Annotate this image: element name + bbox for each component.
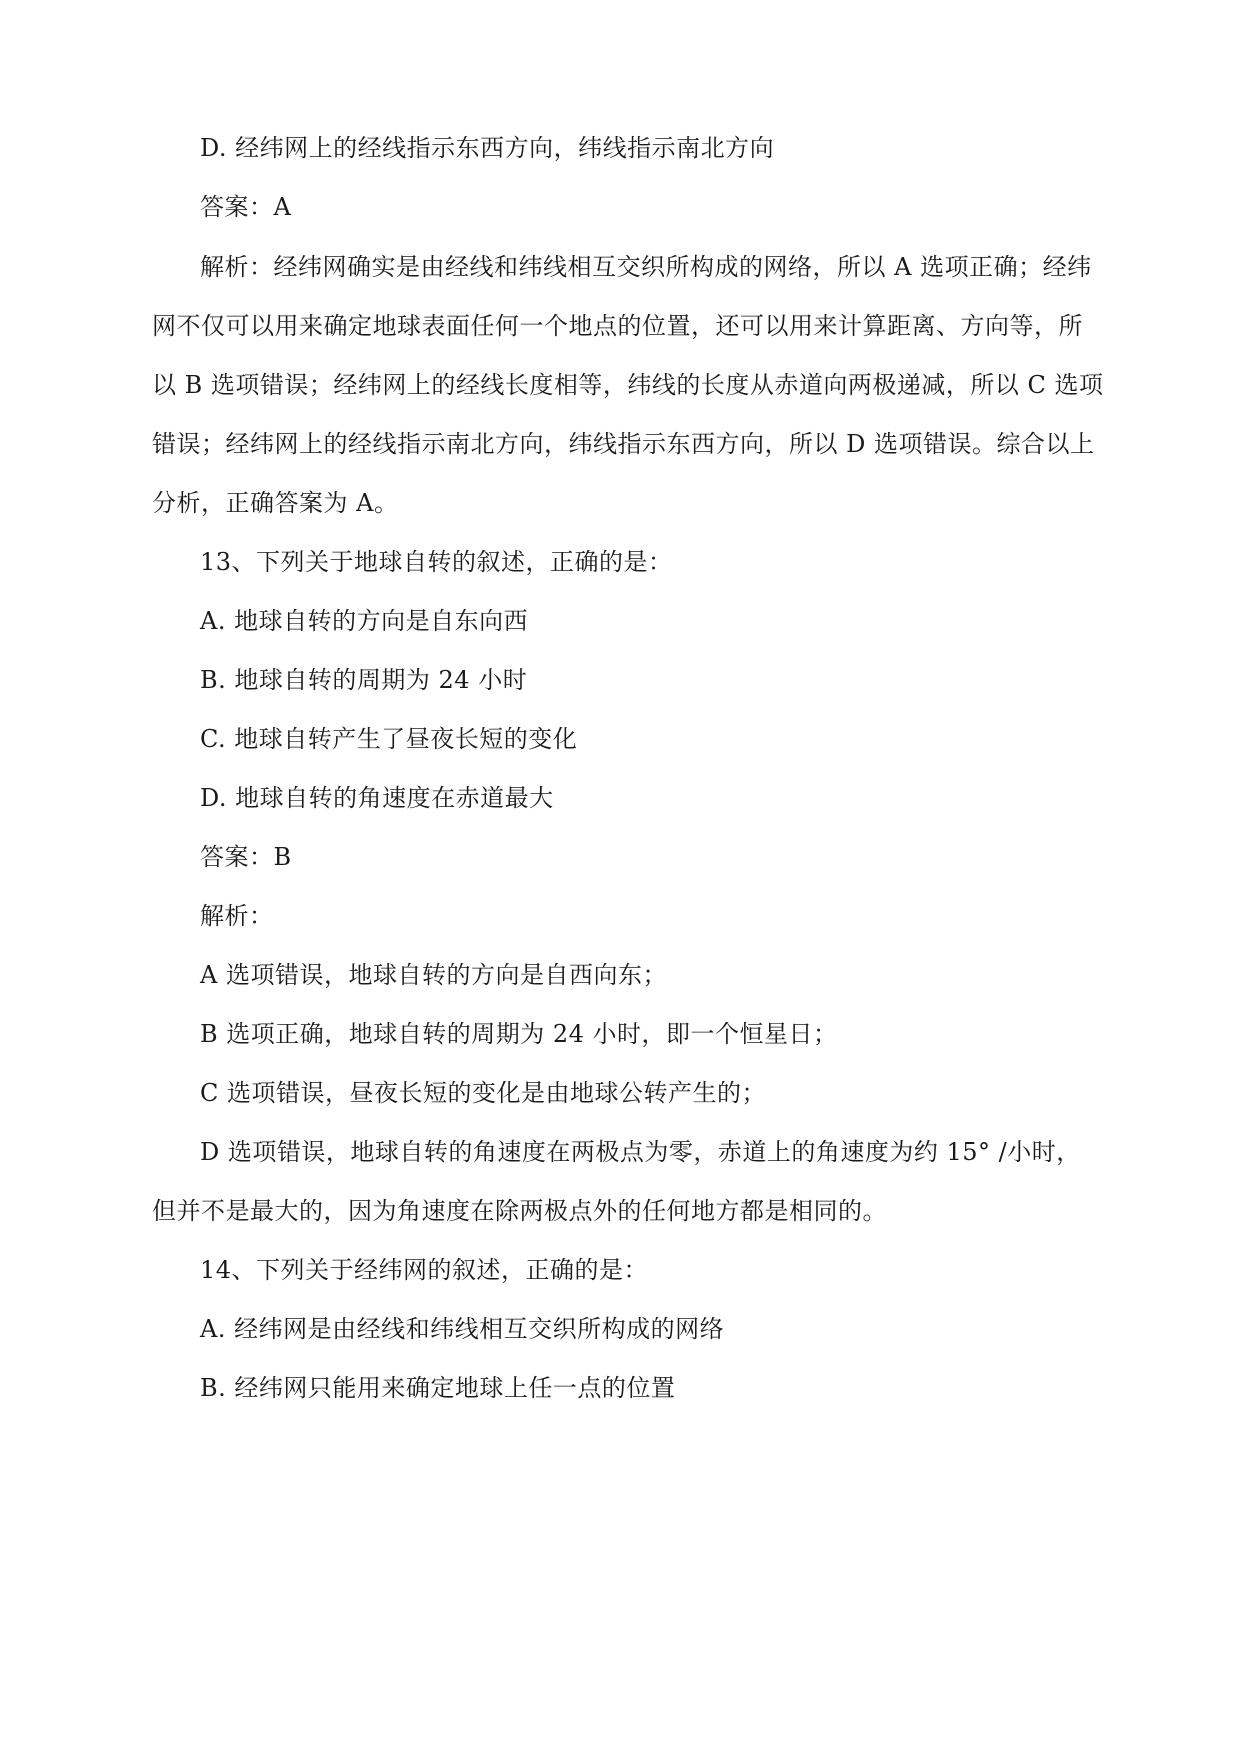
q13-analysis-item: D 选项错误，地球自转的角速度在两极点为零，赤道上的角速度为约 15° /小时， (200, 1138, 1081, 1166)
q12-option-d: D. 经纬网上的经线指示东西方向，纬线指示南北方向 (200, 134, 775, 162)
q13-option-d: D. 地球自转的角速度在赤道最大 (200, 784, 554, 812)
q13-analysis-continuation: 但并不是最大的，因为角速度在除两极点外的任何地方都是相同的。 (152, 1197, 887, 1225)
q13-option-a: A. 地球自转的方向是自东向西 (200, 607, 529, 635)
q13-analysis-label: 解析： (200, 902, 274, 930)
q14-option-a: A. 经纬网是由经线和纬线相互交织所构成的网络 (200, 1315, 725, 1343)
q13-answer: 答案：B (200, 843, 292, 871)
q13-analysis-item: A 选项错误，地球自转的方向是自西向东； (200, 961, 667, 989)
q12-analysis-line: 以 B 选项错误；经纬网上的经线长度相等，纬线的长度从赤道向两极递减，所以 C 选项 (152, 371, 1104, 399)
q13-analysis-item: C 选项错误，昼夜长短的变化是由地球公转产生的； (200, 1079, 766, 1107)
q12-answer: 答案：A (200, 193, 292, 221)
q13-option-b: B. 地球自转的周期为 24 小时 (200, 666, 528, 694)
q14-option-b: B. 经纬网只能用来确定地球上任一点的位置 (200, 1374, 676, 1402)
q12-analysis-line: 错误；经纬网上的经线指示南北方向，纬线指示东西方向，所以 D 选项错误。综合以上 (152, 430, 1095, 458)
q13-analysis-item: B 选项正确，地球自转的周期为 24 小时，即一个恒星日； (200, 1020, 838, 1048)
q12-analysis-line: 网不仅可以用来确定地球表面任何一个地点的位置，还可以用来计算距离、方向等，所 (152, 312, 1083, 340)
q13-question: 13、下列关于地球自转的叙述，正确的是： (200, 548, 673, 576)
q12-analysis-line: 解析：经纬网确实是由经线和纬线相互交织所构成的网络，所以 A 选项正确；经纬 (200, 253, 1092, 281)
q14-question: 14、下列关于经纬网的叙述，正确的是： (200, 1256, 649, 1284)
q13-option-c: C. 地球自转产生了昼夜长短的变化 (200, 725, 578, 753)
q12-analysis-line: 分析，正确答案为 A。 (152, 489, 399, 517)
